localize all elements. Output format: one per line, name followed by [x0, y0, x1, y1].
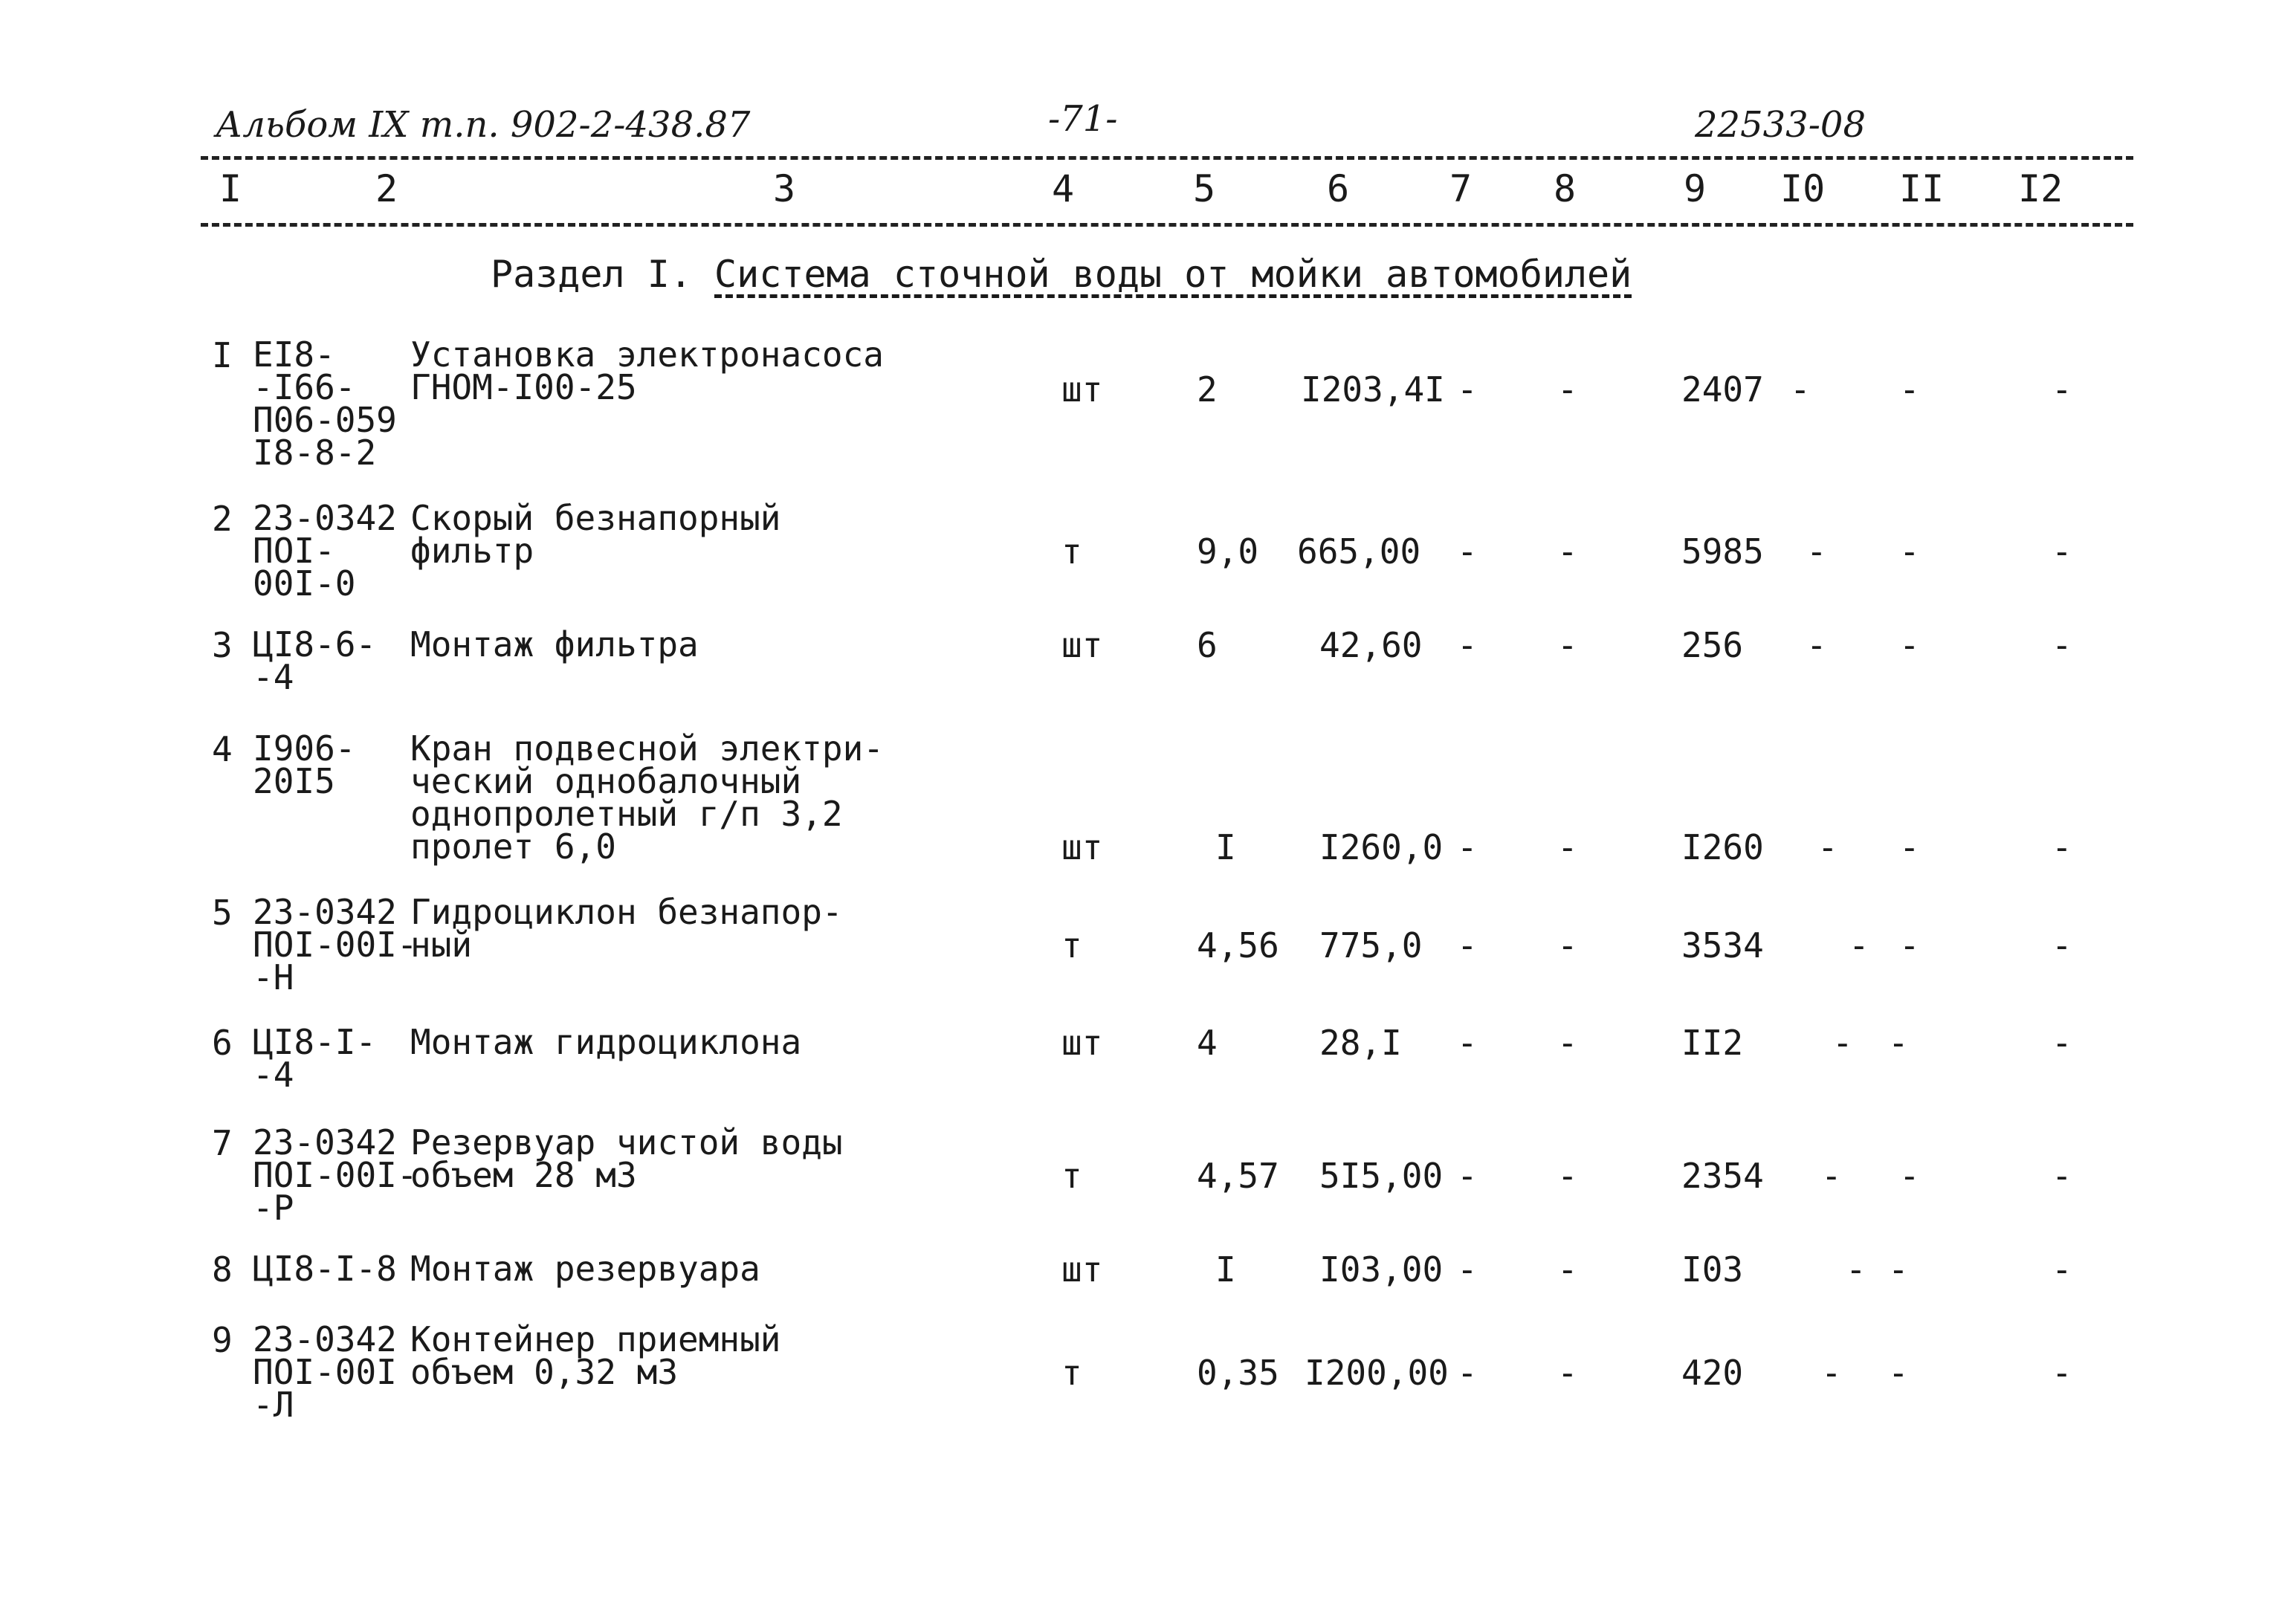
row-unit: шт — [1061, 625, 1103, 665]
row-col11: - — [1899, 625, 1920, 665]
row-col12: - — [2052, 1353, 2072, 1393]
row-col11: - — [1899, 531, 1920, 572]
row-col12: - — [2052, 1156, 2072, 1196]
row-col10: - — [1846, 1249, 1866, 1290]
section-title: Система сточной воды от мойки автомобилей — [714, 253, 1632, 296]
row-total: 3534 — [1681, 925, 1764, 965]
row-col12: - — [2052, 531, 2072, 572]
row-name: Гидроциклон безнапор- ный — [410, 892, 843, 965]
column-header-2: 2 — [375, 167, 398, 210]
row-col11: - — [1888, 1249, 1909, 1290]
row-col8: - — [1557, 1249, 1578, 1290]
row-col11: - — [1888, 1353, 1909, 1393]
row-total: 420 — [1681, 1353, 1744, 1393]
column-header-5: 5 — [1193, 167, 1216, 210]
row-col8: - — [1557, 827, 1578, 867]
row-unit: шт — [1061, 1249, 1103, 1290]
row-col12: - — [2052, 827, 2072, 867]
row-col10: - — [1849, 925, 1869, 965]
row-code: 23-0342 ПОI-00I -Л — [253, 1319, 397, 1425]
row-name: Кран подвесной электри- ческий однобалочный однопролетный г/п 3,2 пролет 6,0 — [410, 728, 884, 867]
row-col10: - — [1817, 827, 1838, 867]
row-number: 6 — [212, 1023, 233, 1063]
column-header-9: 9 — [1684, 167, 1707, 210]
row-code: 23-0342 ПОI-00I- -Н — [253, 892, 418, 997]
row-col7: - — [1457, 827, 1478, 867]
row-unit: т — [1061, 531, 1082, 572]
row-col12: - — [2052, 1023, 2072, 1063]
row-col10: - — [1832, 1023, 1853, 1063]
row-code: I906- 20I5 — [253, 728, 356, 801]
row-number: 9 — [212, 1320, 233, 1360]
row-quantity: 2 — [1197, 369, 1218, 410]
row-number: 2 — [212, 499, 233, 539]
row-col7: - — [1457, 1353, 1478, 1393]
row-col7: - — [1457, 925, 1478, 965]
column-header-11: II — [1899, 167, 1945, 210]
row-number: I — [212, 335, 233, 375]
row-code: ЦI8-I-8 — [253, 1249, 397, 1289]
row-total: 2407 — [1681, 369, 1764, 410]
row-price: 28,I — [1319, 1023, 1402, 1063]
page-number: -71- — [1048, 98, 1118, 140]
row-col11: - — [1899, 827, 1920, 867]
row-col7: - — [1457, 531, 1478, 572]
row-code: EI8- -I66- П06-059 I8-8-2 — [253, 334, 397, 473]
row-col11: - — [1899, 925, 1920, 965]
row-quantity: 6 — [1197, 625, 1218, 665]
column-header-8: 8 — [1554, 167, 1577, 210]
row-col11: - — [1899, 369, 1920, 410]
row-name: Монтаж гидроциклона — [410, 1022, 802, 1062]
section-heading — [491, 253, 1632, 296]
row-number: 4 — [212, 729, 233, 769]
row-col12: - — [2052, 1249, 2072, 1290]
row-total: II2 — [1681, 1023, 1744, 1063]
row-col12: - — [2052, 925, 2072, 965]
row-quantity: 4,57 — [1197, 1156, 1279, 1196]
row-col8: - — [1557, 1156, 1578, 1196]
row-col12: - — [2052, 625, 2072, 665]
row-name: Монтаж резервуара — [410, 1249, 760, 1289]
row-price: 775,0 — [1319, 925, 1423, 965]
column-header-3: 3 — [773, 167, 796, 210]
row-col10: - — [1821, 1156, 1842, 1196]
row-code: 23-0342 ПОI- 00I-0 — [253, 498, 397, 604]
row-name: Скорый безнапорный фильтр — [410, 498, 781, 571]
row-price: I03,00 — [1319, 1249, 1444, 1290]
row-price: 42,60 — [1319, 625, 1423, 665]
row-quantity: I — [1215, 1249, 1236, 1290]
row-col7: - — [1457, 625, 1478, 665]
row-col7: - — [1457, 1249, 1478, 1290]
row-total: I260 — [1681, 827, 1764, 867]
column-header-4: 4 — [1052, 167, 1075, 210]
row-quantity: 0,35 — [1197, 1353, 1279, 1393]
album-reference: Альбом IX т.п. 902-2-438.87 — [216, 104, 751, 146]
row-unit: шт — [1061, 827, 1103, 867]
row-unit: шт — [1061, 1023, 1103, 1063]
row-unit: т — [1061, 1156, 1082, 1196]
row-name: Установка электронасоса ГНОМ-I00-25 — [410, 334, 884, 407]
row-col10: - — [1821, 1353, 1842, 1393]
row-price: 665,00 — [1297, 531, 1421, 572]
row-col10: - — [1790, 369, 1811, 410]
row-quantity: 4 — [1197, 1023, 1218, 1063]
row-price: 5I5,00 — [1319, 1156, 1444, 1196]
row-total: 256 — [1681, 625, 1744, 665]
row-price: I200,00 — [1305, 1353, 1449, 1393]
row-unit: шт — [1061, 369, 1103, 410]
column-header-7: 7 — [1449, 167, 1473, 210]
row-quantity: 9,0 — [1197, 531, 1259, 572]
document-code: 22533-08 — [1695, 104, 1866, 146]
row-col10: - — [1806, 531, 1827, 572]
row-unit: т — [1061, 1353, 1082, 1393]
row-col12: - — [2052, 369, 2072, 410]
row-col8: - — [1557, 925, 1578, 965]
row-quantity: I — [1215, 827, 1236, 867]
section-prefix: Раздел I. — [491, 253, 692, 296]
row-col7: - — [1457, 369, 1478, 410]
row-col7: - — [1457, 1023, 1478, 1063]
row-col11: - — [1888, 1023, 1909, 1063]
top-rule — [201, 156, 2133, 160]
row-col11: - — [1899, 1156, 1920, 1196]
row-number: 3 — [212, 625, 233, 665]
row-code: ЦI8-6- -4 — [253, 624, 377, 697]
row-total: I03 — [1681, 1249, 1744, 1290]
row-price: I203,4I — [1301, 369, 1445, 410]
column-header-1: I — [219, 167, 242, 210]
row-col8: - — [1557, 1023, 1578, 1063]
row-col8: - — [1557, 1353, 1578, 1393]
column-header-12: I2 — [2018, 167, 2063, 210]
row-name: Монтаж фильтра — [410, 624, 699, 664]
row-quantity: 4,56 — [1197, 925, 1279, 965]
row-unit: т — [1061, 925, 1082, 965]
row-number: 8 — [212, 1249, 233, 1290]
column-header-6: 6 — [1327, 167, 1350, 210]
row-col8: - — [1557, 625, 1578, 665]
row-price: I260,0 — [1319, 827, 1444, 867]
row-total: 5985 — [1681, 531, 1764, 572]
row-number: 7 — [212, 1123, 233, 1163]
header-rule — [201, 223, 2133, 227]
row-code: ЦI8-I- -4 — [253, 1022, 377, 1095]
column-header-10: I0 — [1780, 167, 1826, 210]
row-name: Контейнер приемный объем 0,32 м3 — [410, 1319, 781, 1392]
row-col8: - — [1557, 531, 1578, 572]
row-total: 2354 — [1681, 1156, 1764, 1196]
row-name: Резервуар чистой воды объем 28 м3 — [410, 1122, 843, 1195]
row-col10: - — [1806, 625, 1827, 665]
row-col8: - — [1557, 369, 1578, 410]
row-col7: - — [1457, 1156, 1478, 1196]
row-code: 23-0342 ПОI-00I- -Р — [253, 1122, 418, 1228]
row-number: 5 — [212, 893, 233, 933]
